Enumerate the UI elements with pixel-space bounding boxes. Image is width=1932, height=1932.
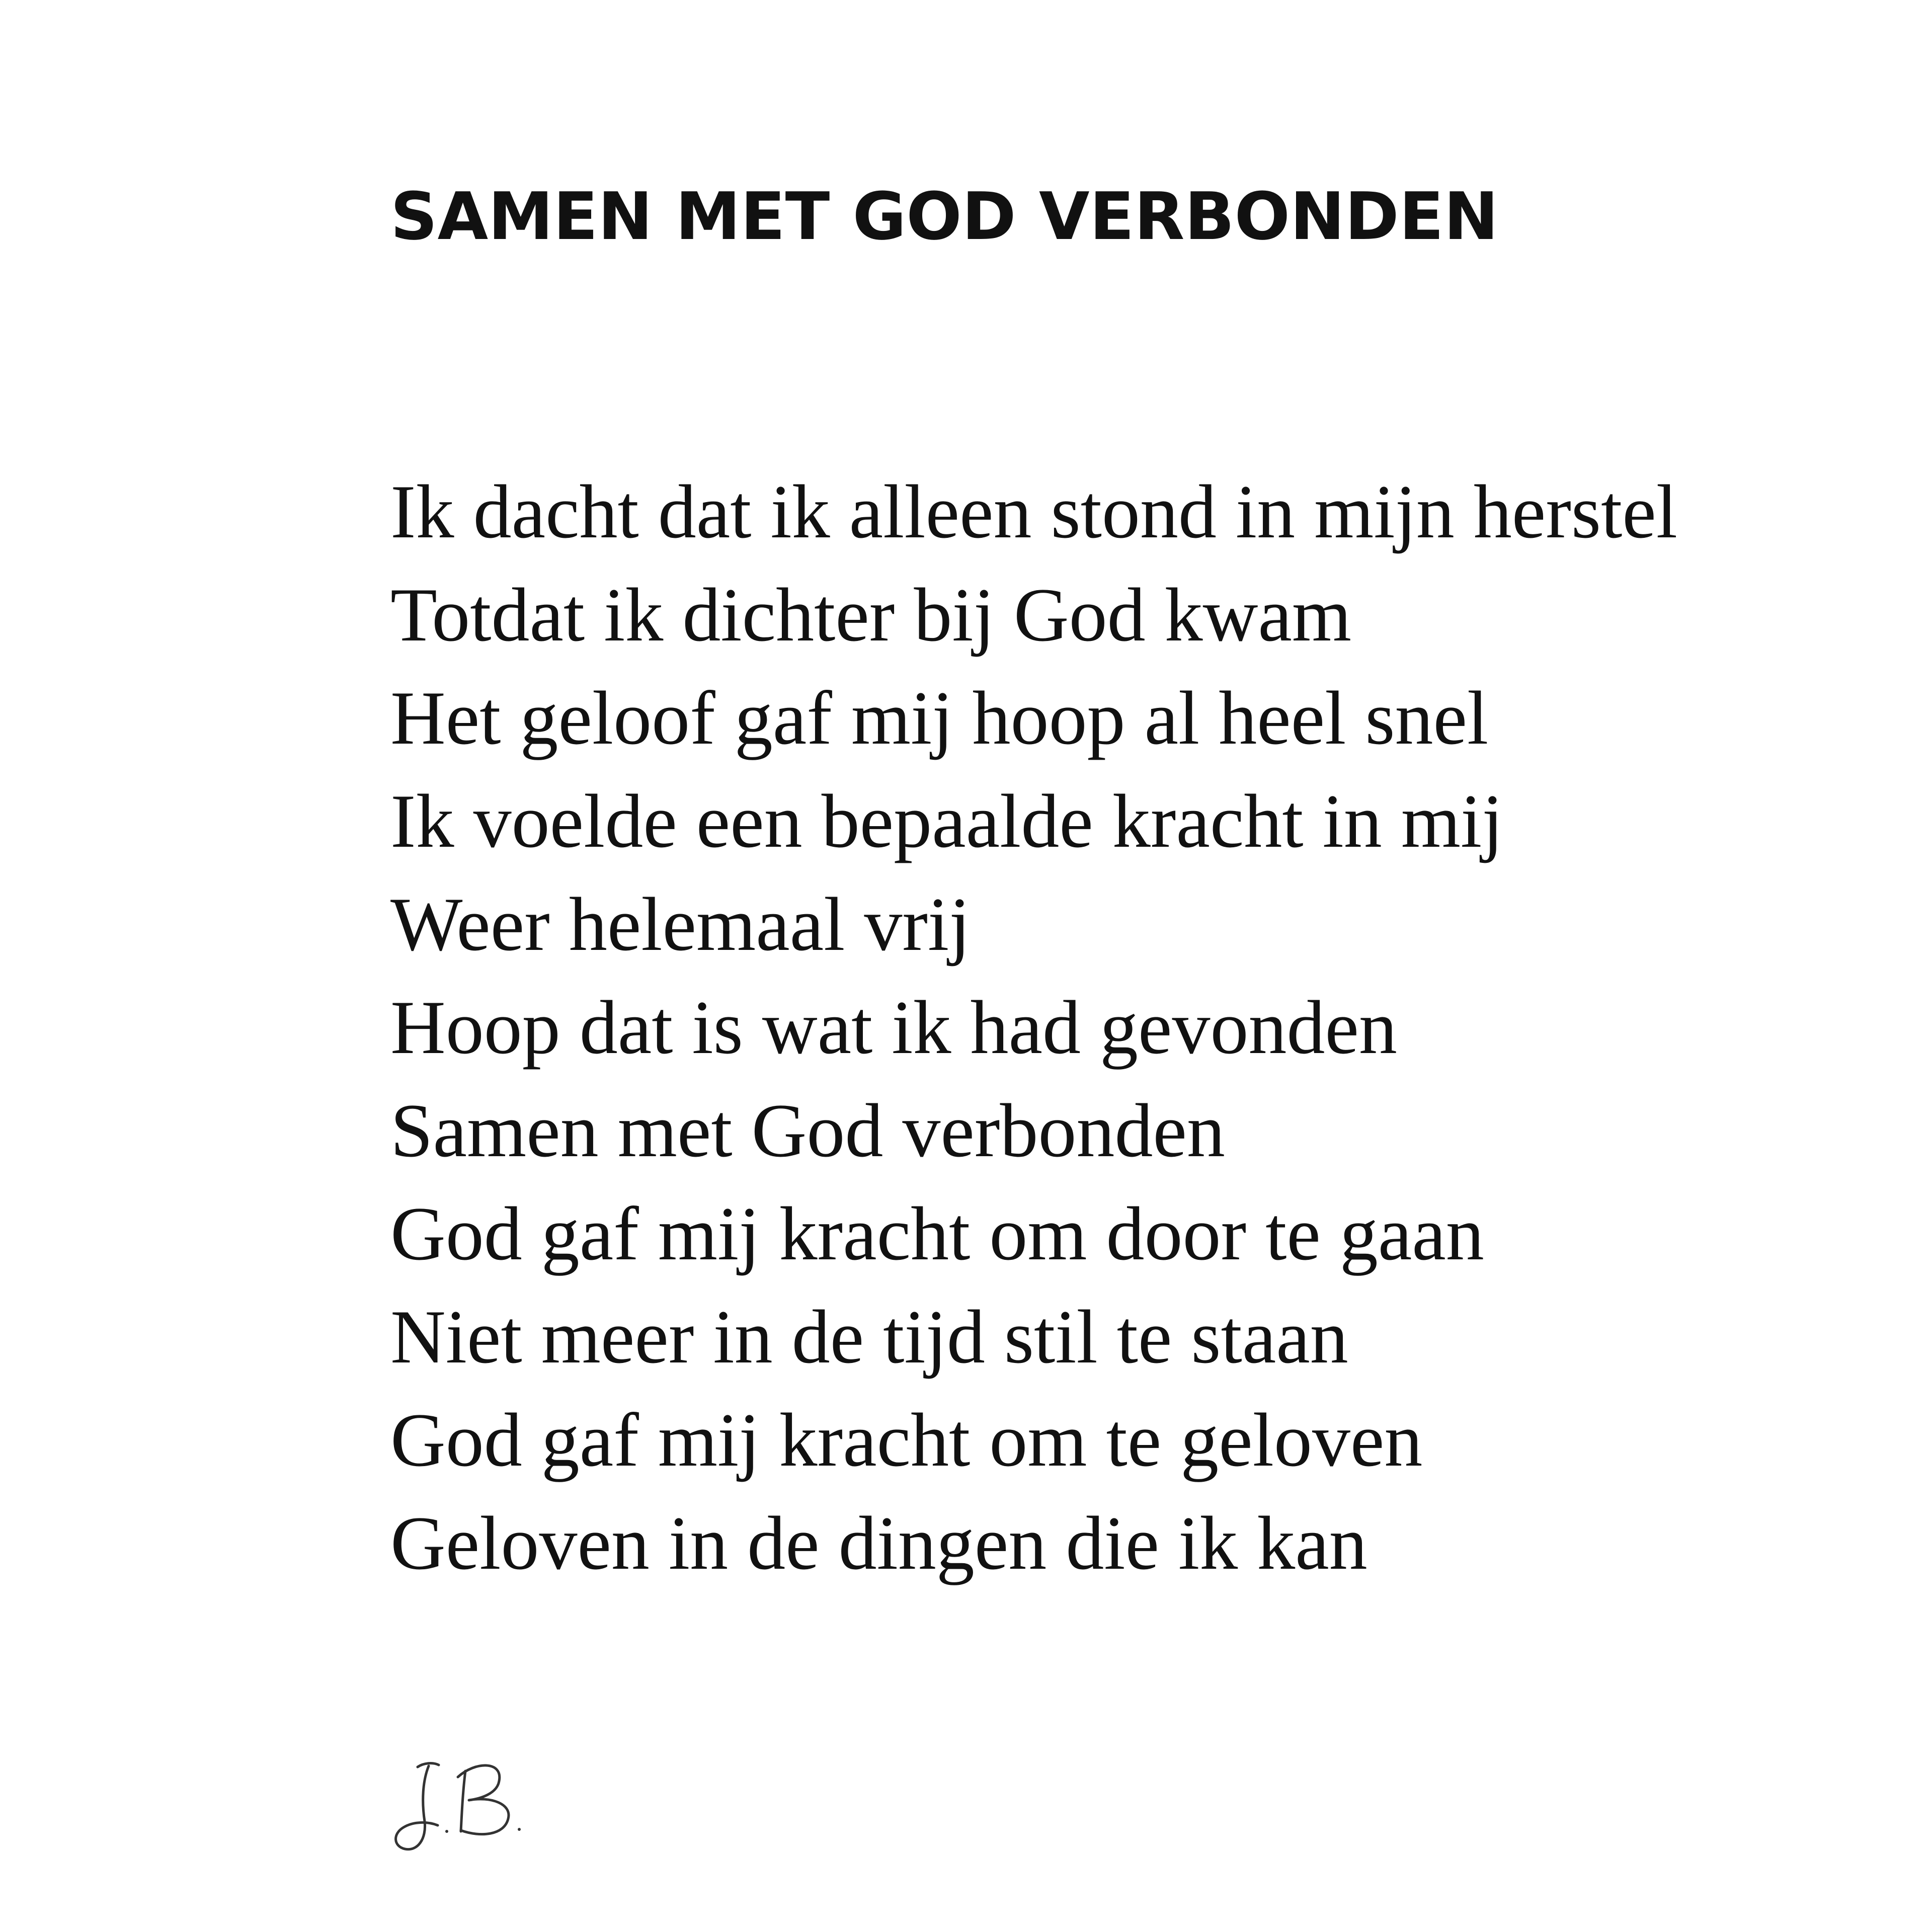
poem-body: [390, 460, 1677, 1595]
signature-icon: [382, 1746, 533, 1867]
poem-line: Samen met God verbonden: [390, 1088, 1225, 1173]
poem-line: Hoop dat is wat ik had gevonden: [390, 985, 1397, 1070]
poem-line: Het geloof gaf mij hoop al heel snel: [390, 676, 1489, 760]
poem-line: Niet meer in de tijd stil te staan: [390, 1295, 1348, 1379]
poem-line: Ik dacht dat ik alleen stond in mijn herstel: [390, 469, 1678, 554]
poem-line: Weer helemaal vrij: [390, 882, 971, 967]
poem-line: Totdat ik dichter bij God kwam: [390, 573, 1352, 657]
handwritten-signature: [382, 1746, 533, 1867]
poem-line: Ik voelde een bepaalde kracht in mij: [390, 779, 1503, 863]
poem-line: Geloven in de dingen die ik kan: [390, 1501, 1367, 1585]
poem-title: SAMEN MET GOD VERBONDEN: [390, 178, 1499, 255]
poem-line: God gaf mij kracht om door te gaan: [390, 1191, 1484, 1276]
poem-line: God gaf mij kracht om te geloven: [390, 1398, 1423, 1482]
